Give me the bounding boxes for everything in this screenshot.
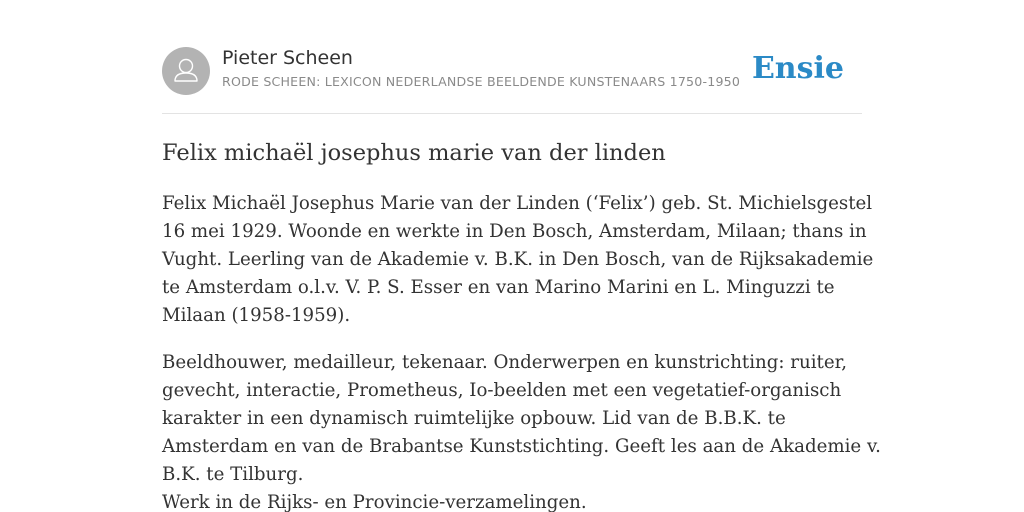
author-name[interactable]: Pieter Scheen xyxy=(222,47,353,69)
article-title: Felix michaël josephus marie van der linden xyxy=(162,140,666,166)
article-paragraph-collections: Werk in de Rijks- en Provincie-verzamelingen. xyxy=(162,492,587,512)
article-paragraph-biography: Felix Michaël Josephus Marie van der Linden (‘Felix’) geb. St. Michielsgestel 16 mei 1929. Woonde en werkte in Den Bosch, Amsterdam, Milaan; thans in Vught. Leerling van de Akademie v. B.K. in Den Bosch, van de Rijksakademie te Amsterdam o.l.v. V. P. S. Esser en van Marino Marini en L. Minguzzi te Milaan (1958-1959). xyxy=(162,193,874,326)
source-title[interactable]: RODE SCHEEN: LEXICON NEDERLANDSE BEELDENDE KUNSTENAARS 1750-1950 xyxy=(222,74,741,89)
article-paragraph-work: Beeldhouwer, medailleur, tekenaar. Onderwerpen en kunstrichting: ruiter, gevecht, interactie, Prometheus, Io-beelden met een vegetatief-organisch karakter in een dynamisch ruimtelijke opbouw. Lid van de B.B.K. te Amsterdam en van de Brabantse Kunststichting. Geeft les aan de Akademie v. B.K. te Tilburg. xyxy=(162,352,881,485)
ensie-logo[interactable]: Ensie xyxy=(751,51,844,86)
author-avatar[interactable] xyxy=(162,47,210,95)
author-header xyxy=(162,46,862,96)
header-divider xyxy=(162,113,862,114)
user-placeholder-icon xyxy=(162,47,210,95)
